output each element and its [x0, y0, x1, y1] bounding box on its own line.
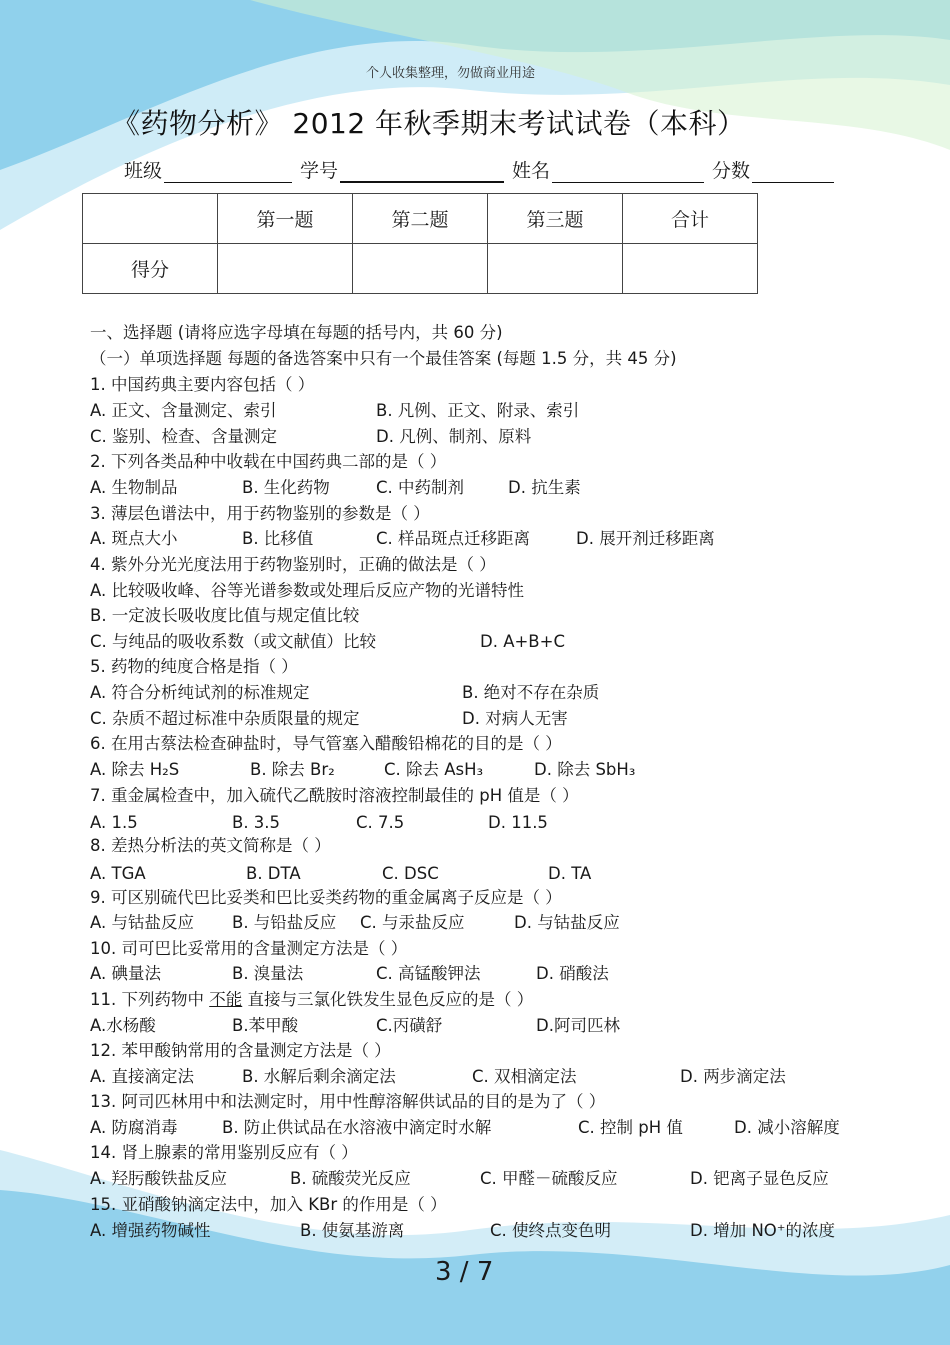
option[interactable]: A. 除去 H₂S: [90, 760, 180, 779]
option[interactable]: A. 斑点大小: [90, 529, 178, 548]
question-13: 13. 阿司匹林用中和法测定时，用中性醇溶解供试品的目的是为了（ ）: [90, 1092, 606, 1111]
student-no-blank[interactable]: [340, 163, 504, 183]
option[interactable]: C. 杂质不超过标准中杂质限量的规定: [90, 709, 360, 728]
option[interactable]: B. 防止供试品在水溶液中滴定时水解: [222, 1118, 492, 1137]
option[interactable]: D. A+B+C: [480, 632, 565, 651]
question-11-post: 直接与三氯化铁发生显色反应的是（ ）: [242, 990, 534, 1009]
question-6: 6. 在用古蔡法检查砷盐时，导气管塞入醋酸铅棉花的目的是（ ）: [90, 734, 562, 753]
option[interactable]: C. 鉴别、检查、含量测定: [90, 427, 278, 446]
option[interactable]: C. DSC: [382, 864, 439, 883]
question-7: 7. 重金属检查中，加入硫代乙酰胺时溶液控制最佳的 pH 值是（ ）: [90, 786, 579, 805]
option[interactable]: B. 使氨基游离: [300, 1221, 405, 1240]
option[interactable]: A. 碘量法: [90, 964, 161, 983]
option[interactable]: D.阿司匹林: [536, 1016, 620, 1035]
score-blank[interactable]: [752, 164, 834, 183]
question-11: [90, 990, 533, 1010]
option[interactable]: D. 抗生素: [508, 478, 581, 497]
option[interactable]: D. 与钴盐反应: [514, 913, 620, 932]
question-1: 1. 中国药典主要内容包括（ ）: [90, 375, 315, 394]
option[interactable]: A.水杨酸: [90, 1016, 156, 1035]
score-cell[interactable]: [218, 244, 353, 294]
option[interactable]: B. 与铅盐反应: [232, 913, 337, 932]
question-14: 14. 肾上腺素的常用鉴别反应有（ ）: [90, 1143, 358, 1162]
class-label: 班级: [124, 160, 163, 182]
option[interactable]: D. 硝酸法: [536, 964, 609, 983]
option[interactable]: C. 除去 AsH₃: [384, 760, 484, 779]
option[interactable]: D. 除去 SbH₃: [534, 760, 636, 779]
option[interactable]: B. 溴量法: [232, 964, 304, 983]
option[interactable]: D. 两步滴定法: [680, 1067, 786, 1086]
option[interactable]: A. 符合分析纯试剂的标准规定: [90, 683, 310, 702]
option[interactable]: B. 3.5: [232, 813, 281, 832]
option[interactable]: A. TGA: [90, 864, 146, 883]
question-11-emphasis: 不能: [209, 990, 243, 1009]
option[interactable]: D. 11.5: [488, 813, 548, 832]
option[interactable]: C. 甲醛－硫酸反应: [480, 1169, 618, 1188]
option[interactable]: B. DTA: [246, 864, 301, 883]
option[interactable]: C. 控制 pH 值: [578, 1118, 683, 1137]
score-row-label: 得分: [83, 244, 218, 294]
question-2: 2. 下列各类品种中收载在中国药典二部的是（ ）: [90, 452, 447, 471]
exam-title: 《药物分析》 2012 年秋季期末考试试卷（本科）: [112, 107, 746, 140]
score-table-header: 合计: [623, 194, 758, 244]
question-5: 5. 药物的纯度合格是指（ ）: [90, 657, 298, 676]
section-heading: 一、选择题 (请将应选字母填在每题的括号内，共 60 分): [90, 323, 503, 342]
option[interactable]: C. 中药制剂: [376, 478, 465, 497]
option[interactable]: B. 除去 Br₂: [250, 760, 335, 779]
class-blank[interactable]: [164, 164, 292, 183]
option[interactable]: D. 钯离子显色反应: [690, 1169, 829, 1188]
question-4: 4. 紫外分光光度法用于药物鉴别时，正确的做法是（ ）: [90, 555, 496, 574]
score-table-header: 第二题: [353, 194, 488, 244]
option[interactable]: C. 双相滴定法: [472, 1067, 577, 1086]
question-9: 9. 可区别硫代巴比妥类和巴比妥类药物的重金属离子反应是（ ）: [90, 888, 562, 907]
score-table-header-row: [83, 194, 758, 244]
option[interactable]: D. 增加 NO⁺的浓度: [690, 1221, 835, 1240]
option[interactable]: A. 比较吸收峰、谷等光谱参数或处理后反应产物的光谱特性: [90, 581, 524, 600]
option[interactable]: D. 展开剂迁移距离: [576, 529, 715, 548]
info-fields: [124, 156, 842, 183]
score-table-header: 第三题: [488, 194, 623, 244]
question-8: 8. 差热分析法的英文简称是（ ）: [90, 836, 331, 855]
option[interactable]: D. 对病人无害: [462, 709, 568, 728]
option[interactable]: A. 羟肟酸铁盐反应: [90, 1169, 227, 1188]
option[interactable]: C. 样品斑点迁移距离: [376, 529, 531, 548]
option[interactable]: A. 1.5: [90, 813, 138, 832]
option[interactable]: A. 增强药物碱性: [90, 1221, 211, 1240]
option[interactable]: C. 使终点变色明: [490, 1221, 612, 1240]
option[interactable]: C. 与汞盐反应: [360, 913, 465, 932]
option[interactable]: D. 凡例、制剂、原料: [376, 427, 532, 446]
section-subheading: （一）单项选择题 每题的备选答案中只有一个最佳答案 (每题 1.5 分，共 45 分): [90, 349, 677, 368]
option[interactable]: B. 绝对不存在杂质: [462, 683, 600, 702]
question-11-pre: 11. 下列药物中: [90, 990, 210, 1009]
name-label: 姓名: [512, 160, 551, 182]
score-cell[interactable]: [623, 244, 758, 294]
option[interactable]: B. 水解后剩余滴定法: [242, 1067, 396, 1086]
score-table-corner: [83, 194, 218, 244]
option[interactable]: C. 与纯品的吸收系数（或文献值）比较: [90, 632, 377, 651]
score-cell[interactable]: [488, 244, 623, 294]
option[interactable]: B. 硫酸荧光反应: [290, 1169, 411, 1188]
option[interactable]: A. 生物制品: [90, 478, 178, 497]
option[interactable]: B. 凡例、正文、附录、索引: [376, 401, 580, 420]
option[interactable]: A. 防腐消毒: [90, 1118, 178, 1137]
student-no-label: 学号: [300, 160, 339, 182]
option[interactable]: B. 生化药物: [242, 478, 330, 497]
question-3: 3. 薄层色谱法中，用于药物鉴别的参数是（ ）: [90, 504, 430, 523]
option[interactable]: A. 正文、含量测定、索引: [90, 401, 277, 420]
option[interactable]: D. TA: [548, 864, 592, 883]
score-table-row: [83, 244, 758, 294]
option[interactable]: B. 一定波长吸收度比值与规定值比较: [90, 606, 360, 625]
option[interactable]: C.丙磺舒: [376, 1016, 443, 1035]
option[interactable]: B.苯甲酸: [232, 1016, 299, 1035]
score-cell[interactable]: [353, 244, 488, 294]
option[interactable]: A. 与钴盐反应: [90, 913, 194, 932]
option[interactable]: C. 7.5: [356, 813, 405, 832]
option[interactable]: D. 减小溶解度: [734, 1118, 840, 1137]
score-label: 分数: [712, 160, 751, 182]
option[interactable]: A. 直接滴定法: [90, 1067, 194, 1086]
header-note: 个人收集整理，勿做商业用途: [366, 66, 536, 81]
option[interactable]: C. 高锰酸钾法: [376, 964, 481, 983]
question-15: 15. 亚硝酸钠滴定法中，加入 KBr 的作用是（ ）: [90, 1195, 447, 1214]
question-12: 12. 苯甲酸钠常用的含量测定方法是（ ）: [90, 1041, 391, 1060]
name-blank[interactable]: [552, 164, 704, 183]
option[interactable]: B. 比移值: [242, 529, 314, 548]
score-table: [82, 193, 758, 294]
question-10: 10. 司可巴比妥常用的含量测定方法是（ ）: [90, 939, 408, 958]
score-table-header: 第一题: [218, 194, 353, 244]
page-number: 3 / 7: [435, 1257, 494, 1287]
